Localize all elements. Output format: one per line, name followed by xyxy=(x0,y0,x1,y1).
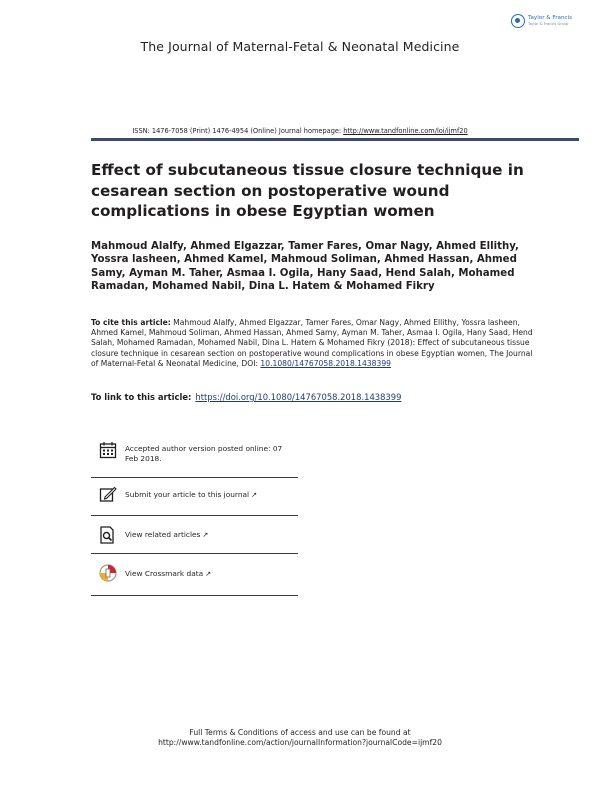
submit-article-link[interactable] xyxy=(91,478,298,516)
external-link-icon: ↗ xyxy=(202,531,209,539)
related-articles-label: View related articles ↗ xyxy=(125,530,209,539)
article-link-label: To link to this article: xyxy=(91,392,192,402)
crossmark-label: View Crossmark data ↗ xyxy=(125,569,212,578)
citation-text: Mahmoud Alalfy, Ahmed Elgazzar, Tamer Fares, Omar Nagy, Ahmed Ellithy, Yossra lasheen, Ahmed Kamel, Mahmoud Soliman, Ahmed Hassan, Ahmed Samy, Ayman M. Taher, Asmaa I. Ogila, Hany Saad, Hend Salah, Mohamed Ramadan, Mohamed Nabil, Dina L. Hatem & Mohamed Fikry (2018): Effect of subcutaneous tissue closure technique in cesarean section on postoperative wound complications in obese Egyptian women, The Journal of Maternal-Fetal & Neonatal Medicine, DOI: xyxy=(91,318,533,368)
submit-article-label: Submit your article to this journal ↗ xyxy=(125,490,257,499)
accepted-version-text: Accepted author version posted online: 07 Feb 2018. xyxy=(125,444,283,464)
citation-block xyxy=(91,318,536,369)
related-articles-icon xyxy=(99,526,117,544)
issn-line xyxy=(0,127,600,135)
author-list: Mahmoud Alalfy, Ahmed Elgazzar, Tamer Fares, Omar Nagy, Ahmed Ellithy, Yossra lasheen, Ahmed Kamel, Mahmoud Soliman, Ahmed Hassan, Ahmed Samy, Ayman M. Taher, Asmaa I. Ogila, Hany Saad, Hend Salah, Mohamed Ramadan, Mohamed Nabil, Dina L. Hatem & Mohamed Fikry xyxy=(91,241,519,292)
crossmark-icon xyxy=(99,564,117,582)
footer-terms xyxy=(0,728,600,749)
submit-pencil-icon xyxy=(99,485,117,503)
external-link-icon: ↗ xyxy=(251,491,257,499)
related-articles-link[interactable] xyxy=(91,516,298,554)
article-link-line xyxy=(91,392,536,403)
citation-doi-link[interactable]: 10.1080/14767058.2018.1438399 xyxy=(260,358,392,368)
publisher-logo-icon xyxy=(511,14,525,28)
accepted-version-item xyxy=(91,437,298,478)
article-action-list xyxy=(91,437,298,596)
issn-text: ISSN: 1476-7058 (Print) 1476-4954 (Online) Journal homepage: xyxy=(132,127,344,135)
crossmark-link[interactable] xyxy=(91,554,298,596)
article-doi-link[interactable]: https://doi.org/10.1080/14767058.2018.1438399 xyxy=(195,392,402,402)
header-divider xyxy=(91,138,579,141)
article-title: Effect of subcutaneous tissue closure technique in cesarean section on postoperative wound complications in obese Egyptian women xyxy=(91,161,524,220)
external-link-icon: ↗ xyxy=(205,570,212,578)
citation-label: To cite this article: xyxy=(91,318,171,327)
publisher-logo xyxy=(511,14,600,28)
calendar-icon xyxy=(99,441,117,459)
footer-terms-text: Full Terms & Conditions of access and use can be found at xyxy=(189,728,411,737)
footer-terms-link[interactable]: http://www.tandfonline.com/action/journalInformation?journalCode=ijmf20 xyxy=(158,738,442,748)
journal-homepage-link[interactable]: http://www.tandfonline.com/loi/ijmf20 xyxy=(343,127,468,135)
publisher-subtitle: Taylor & Francis Group xyxy=(528,22,569,26)
publisher-name: Taylor & Francis xyxy=(528,15,573,21)
journal-title: The Journal of Maternal-Fetal & Neonatal Medicine xyxy=(140,39,460,54)
